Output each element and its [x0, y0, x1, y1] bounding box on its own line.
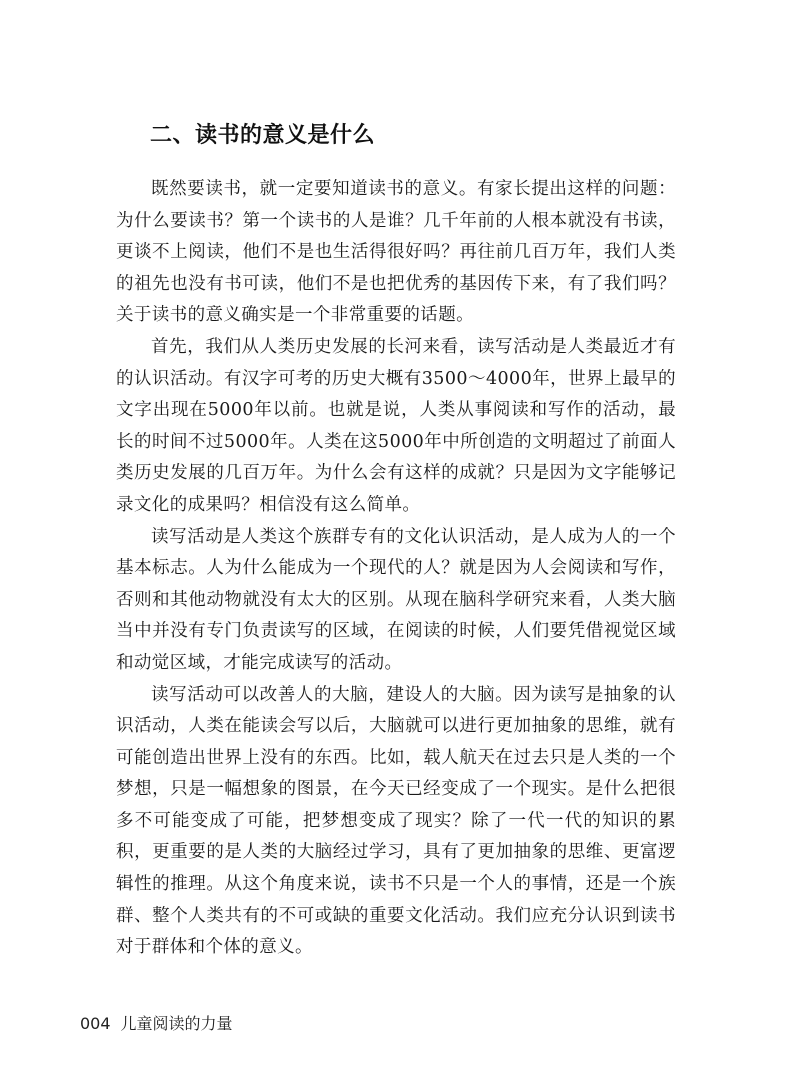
page-footer	[80, 1011, 233, 1034]
section-heading: 二、读书的意义是什么	[150, 123, 376, 148]
paragraph: 首先，我们从人类历史发展的长河来看，读写活动是人类最近才有的认识活动。有汉字可考的历史大概有3500～4000年，世界上最早的文字出现在5000年以前。也就是说，人类从事阅读和写作的活动，最长的时间不过5000年。人类在这5000年中所创造的文明超过了前面人类历史发展的几百万年。为什么会有这样的成就？只是因为文字能够记录文化的成果吗？相信没有这么简单。	[116, 336, 676, 515]
page-number: 004	[80, 1014, 111, 1033]
paragraph: 既然要读书，就一定要知道读书的意义。有家长提出这样的问题：为什么要读书？第一个读书的人是谁？几千年前的人根本就没有书读，更谈不上阅读，他们不是也生活得很好吗？再往前几百万年，我们人类的祖先也没有书可读，他们不是也把优秀的基因传下来，有了我们吗？关于读书的意义确实是一个非常重要的话题。	[116, 179, 676, 326]
paragraph: 读写活动是人类这个族群专有的文化认识活动，是人成为人的一个基本标志。人为什么能成为一个现代的人？就是因为人会阅读和写作，否则和其他动物就没有太大的区别。从现在脑科学研究来看，人类大脑当中并没有专门负责读写的区域，在阅读的时候，人们要凭借视觉区域和动觉区域，才能完成读写的活动。	[116, 526, 676, 673]
body-text	[116, 174, 676, 964]
book-title: 儿童阅读的力量	[120, 1014, 233, 1033]
paragraph: 读写活动可以改善人的大脑，建设人的大脑。因为读写是抽象的认识活动，人类在能读会写以后，大脑就可以进行更加抽象的思维，就有可能创造出世界上没有的东西。比如，载人航天在过去只是人类的一个梦想，只是一幅想象的图景，在今天已经变成了一个现实。是什么把很多不可能变成了可能，把梦想变成了现实？除了一代一代的知识的累积，更重要的是人类的大脑经过学习，具有了更加抽象的思维、更富逻辑性的推理。从这个角度来说，读书不只是一个人的事情，还是一个族群、整个人类共有的不可或缺的重要文化活动。我们应充分认识到读书对于群体和个体的意义。	[116, 684, 676, 958]
